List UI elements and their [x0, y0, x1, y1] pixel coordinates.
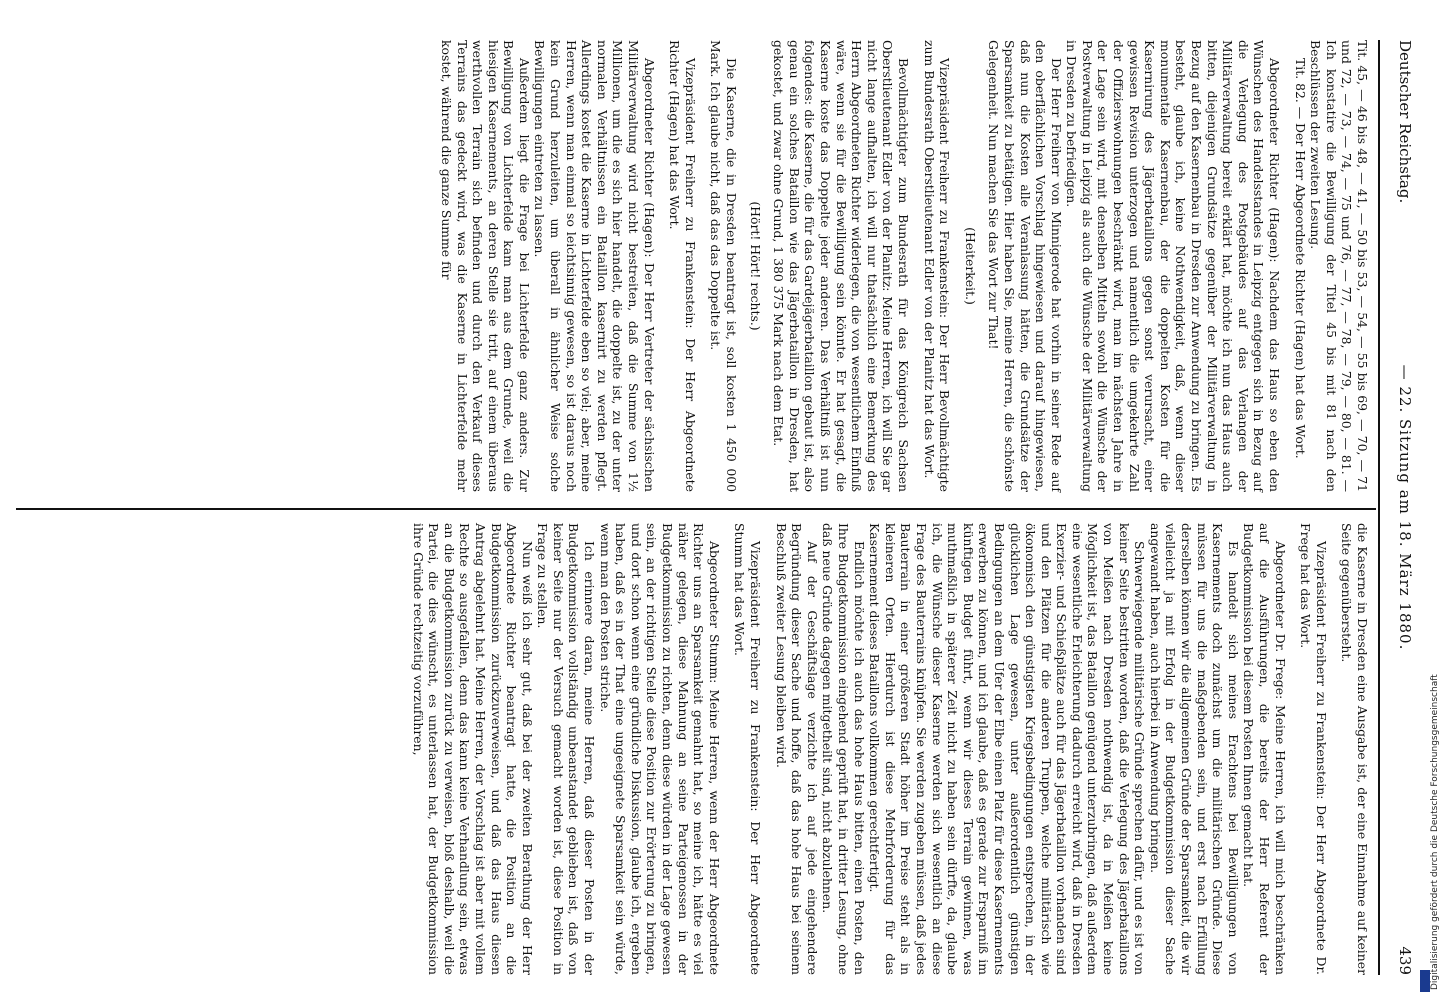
paragraph: Vizepräsident Freiherr zu Frankenstein: Der Herr Abgeordnete Richter (Hagen) hat das Wort. [667, 40, 698, 492]
paragraph: (Hört! Hört! rechts.) [747, 201, 763, 331]
paragraph: Bevollmächtigter zum Bundesrath für das Königreich Sachsen Oberstlieutenant Edler von der Planitz: Meine Herren, ich will Sie gar nicht lange aufhalten, ich will nur thatsächlich eine Bemerkung des Herrn Abgeordneten Richter widerlegen, die von wesentlichem Einfluß wäre, wenn sie für die Bewilligung sein könnte. Er hat gesagt, die Kaserne koste das Doppelte jeder anderen. Das Verhältniß ist nun folgendes: die Kaserne, die für das Gardejägerbataillon gebaut ist, also genau ein solches Bataillon wie das Jägerbataillon in Dresden, hat gekostet, und zwar ohne Grund, 1 380 375 Mark nach dem Etat. [771, 40, 911, 492]
paragraph: Abgeordneter Richter (Hagen): Der Herr Vertreter der sächsischen Militärverwaltung wird nicht bestreiten, daß die Summe von 1½ Millionen, um die es sich hier handelt, die doppelte ist, zu der unter normalen Verhältnissen ein Bataillon kasernirt zu werden pflegt. Allerdings kostet die Kaserne in Lichterfelde eben so viel; aber, meine Herren, wenn man einmal so leichtsinnig gewesen, so ist daraus noch kein Grund herzuleiten, um überall in ähnlicher Weise solche Bewilligungen eintreten zu lassen. [532, 40, 657, 492]
paragraph: Es handelt sich meines Erachtens bei Bewilligungen von Kasernements doch zunächst um die militärischen Gründe. Diese müssen für uns die maßgebenden sein, und erst nach Erfüllung derselben können wir die allgemeinen Gründe der Sparsamkeit, die wir vielleicht ja mit Erfolg in der Budgetkommission dieser Sache angewandt haben, auch hierbei in Anwendung bringen. [1147, 523, 1241, 975]
paragraph: Nun weiß ich sehr gut, daß bei der zweiten Berathung der Herr Abgeordnete Richter beantragt hatte, die Position an die Budgetkommission zurückzuverweisen, und daß das Haus diesen Antrag abgelehnt hat. Meine Herren, der Vorschlag ist aber mit vollem Rechte so ausgefallen, denn das kann keine Verhandlung sein, etwas an die Budgetkommission zurück zu verweisen, bloß deshalb, weil die Partei, die dies wünscht, es unterlassen hat, der Budgetkommission ihre Gründe rechtzeitig vorzuführen, [410, 523, 535, 975]
header-rule [1378, 40, 1380, 975]
paragraph: Der Herr Freiherr von Minnigerode hat vorhin in seiner Rede auf den oberflächlichen Vorschlag hingewiesen und darauf hingewiesen, daß nun die Kosten alle Veranlassung hätten, die Grundsätze der Sparsamkeit zu betätigen. Hier haben Sie, meine Herren, die schönste Gelegenheit. Nun machen Sie das Wort zur That! [986, 40, 1064, 492]
paragraph: Tit. 82. — Der Herr Abgeordnete Richter (Hagen) hat das Wort. [1292, 58, 1308, 459]
paragraph: Auf der Geschäftslage verzichte ich auf jede eingehendere Begründung dieser Sache und hoffe, daß das hohe Haus bei seinem Beschluß zweiter Lesung bleiben wird. [773, 523, 820, 975]
paragraph: Abgeordneter Richter (Hagen): Nachdem das Haus so eben den Wünschen des Handelsstandes in Leipzig entgegen sich in Bezug auf die Verlegung des Postgebäudes auf das Verlangen der Militärverwaltung bereit erklärt hat, möchte ich nun das Haus auch bitten, diejenigen Grundsätze gegenüber der Militärverwaltung in Bezug auf den Kasernenbau in Dresden zur Anwendung zu bringen. Es besteht, glaube ich, keine Nothwendigkeit, daß, wenn dieser monumentale Kasernenbau, der die doppelten Kosten für die Kasernirung des Jägerbataillons gegen sonst verursacht, einer gewissen Revision unterzogen und namentlich die umgekehrte Zahl der Offizierswohnungen beschränkt wird, man im nächsten Jahre in der Lage sein wird, mit denselben Mitteln sowohl die Wünsche der Postverwaltung in Leipzig als auch die Wünsche der Militärverwaltung in Dresden zu befriedigen. [1064, 40, 1283, 492]
header-session: — 22. Sitzung am 18. März 1880. [1396, 364, 1414, 651]
paragraph: Abgeordneter Stumm: Meine Herren, wenn der Herr Abgeordnete Richter uns an Sparsamkeit gemahnt hat, so meine ich, hätte es viel näher gelegen, diese Mahnung an seine Parteigenossen in der Budgetkommission zu richten, denn diese würden in der Lage gewesen sein, an der richtigen Stelle diese Position zur Erörterung zu bringen, und dort schon wenn eine gründliche Diskussion, glaube ich, ergeben haben, daß es in der That eine ungeeignete Sparsamkeit sein würde, wenn man den Posten striche. [597, 523, 722, 975]
page-number: 439 [1396, 946, 1414, 975]
paragraph: Außerdem liegt die Frage bei Lichterfelde ganz anders. Zur Bewilligung von Lichterfelde kam man aus dem Grunde, weil die hiesigen Kasernements, an deren Stelle sie tritt, auf einem überaus werthvollen Terrain sich befinden und durch den Verkauf dieses Terrains das gedeckt wird, was die Kaserne in Lichterfelde mehr kostet, während die ganze Summe für [438, 40, 532, 492]
paragraph: Tit. 45, — 46 bis 48, — 41, — 50 bis 53, — 54, — 55 bis 69, — 70, — 71 und 72, — 73, — 74, — 75 und 76, — 77, — 78, — 79, — 80, — 81. — Ich konstatire die Bewilligung der Titel 45 bis mit 81 nach den Beschlüssen der zweiten Lesung. [1308, 40, 1370, 492]
paragraph: Vizepräsident Freiherr zu Frankenstein: Der Herr Bevollmächtigte zum Bundesrath Oberstlieutenant Edler von der Planitz hat das Wort. [921, 40, 953, 492]
digitization-note-text: Digitalisierung gefördert durch die Deutsche Forschungsgemeinschaft [1430, 674, 1440, 990]
paragraph: Endlich möchte ich auch das hohe Haus bitten, einen Posten, den Ihre Budgetkommission eingehend geprüft hat, in dritter Lesung, ohne daß neue Gründe dagegen mitgetheilt sind, nicht abzulehnen. [820, 523, 867, 975]
paragraph: (Heiterkeit.) [962, 227, 978, 305]
paragraph: Die Kaserne, die in Dresden beantragt ist, soll kosten 1 450 000 Mark. Ich glaube nicht, daß das das Doppelte ist. [708, 40, 740, 492]
page-header [1386, 40, 1414, 975]
paragraph: Vizepräsident Freiherr zu Frankenstein: Der Herr Abgeordnete Stumm hat das Wort. [732, 523, 764, 975]
left-column [438, 40, 1370, 492]
paragraph: die Kaserne in Dresden eine Ausgabe ist, der eine Einnahme auf keiner Seite gegenübersteht. [1339, 523, 1370, 975]
right-column [410, 523, 1370, 975]
dfg-logo [1420, 970, 1430, 992]
header-publication: Deutscher Reichstag. [1396, 40, 1414, 204]
digitization-note [1418, 610, 1440, 990]
paragraph: Vizepräsident Freiherr zu Frankenstein: Der Herr Abgeordnete Dr. Frege hat das Wort. [1298, 523, 1329, 975]
paragraph: Abgeordneter Dr. Frege: Meine Herren, ich will mich beschränken auf die Ausführungen, die bereits der Herr Referent der Budgetkommission bei diesem Posten Ihnen gemacht hat. [1241, 523, 1288, 975]
paragraph: Schwerwiegende militärische Gründe sprechen dafür, und es ist von keiner Seite bestritten worden, daß die Verlegung des Jägerbataillons von Meißen nach Dresden nothwendig ist, da in Meißen keine Möglichkeit ist, das Bataillon genügend unterzubringen, daß außerdem eine wesentliche Erleichterung dadurch erreicht wird, daß in Dresden Exerzier- und Schießplätze auch für das Jägerbataillon vorhanden sind und den Plätzen für die anderen Truppen, welche militärisch wie ökonomisch den günstigsten Kriegsbedingungen entsprechen, in der glücklichen Lage gewesen, unter außerordentlich günstigen Bedingungen an dem Ufer der Elbe einen Platz für diese Kasernements erwerben zu können, und ich glaube, daß es gerade zur Ersparniß im künftigen Budget führt, wenn wir dieses Terrain gewinnen, was muthmaßlich in späterer Zeit nicht zu haben sein dürfte, da, glaube ich, die Wünsche dieser Kaserne werden sich wesentlich an diese Frage des Bauterrains knüpfen. Sie werden zugeben müssen, daß jedes Bauterrain in einer größeren Stadt höher im Preise steht als in kleineren Orten. Hierdurch ist diese Mehrforderung für das Kasernement dieses Bataillons vollkommen gerechtfertigt. [867, 523, 1148, 975]
paragraph: Ich erinnere daran, meine Herren, daß dieser Posten in der Budgetkommission vollständig unbeanstandet geblieben ist, daß von keiner Seite nur der Versuch gemacht worden ist, diese Position in Frage zu stellen. [535, 523, 598, 975]
column-divider [16, 508, 1376, 510]
